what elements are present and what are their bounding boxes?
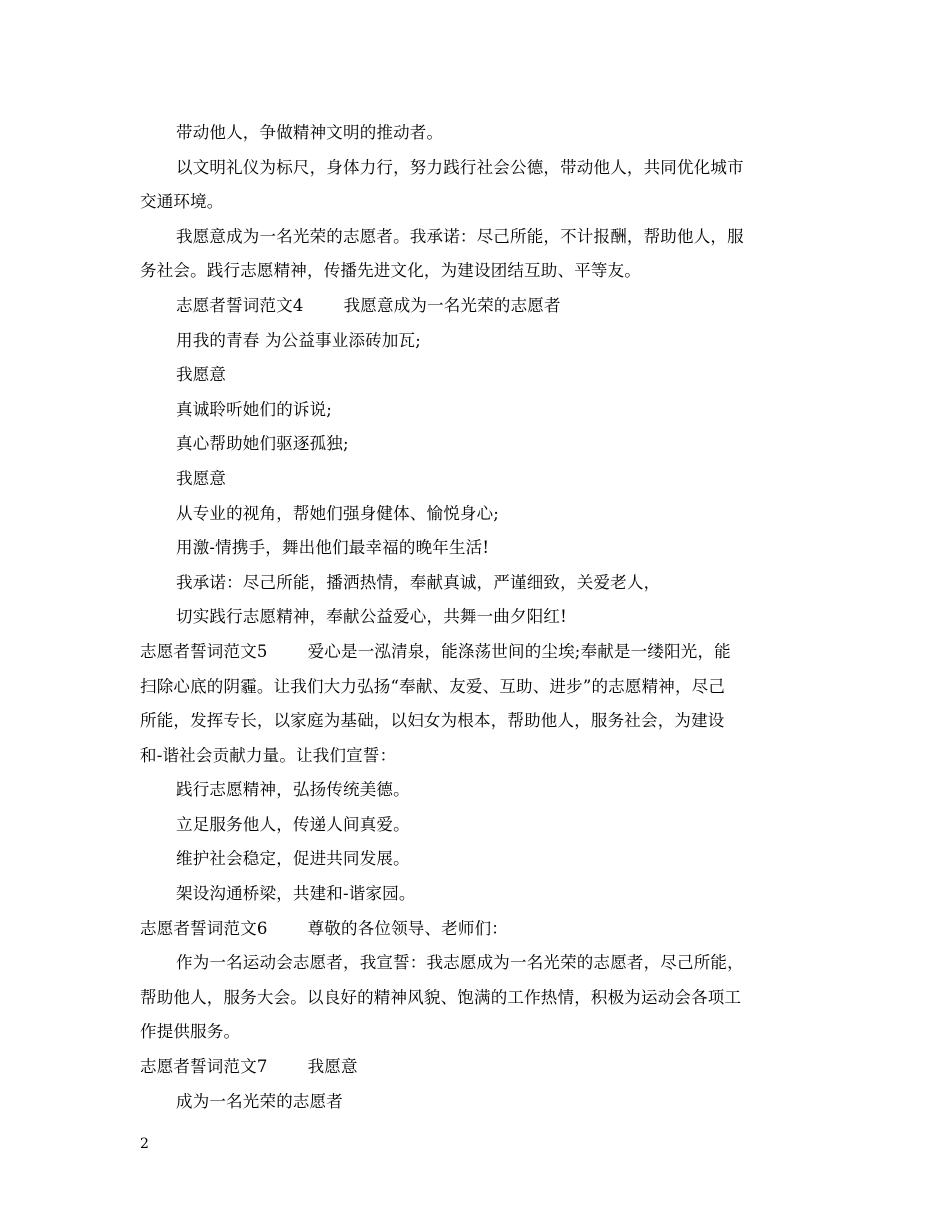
heading-text: 我愿意 bbox=[307, 1057, 358, 1077]
text-line: 我愿意 bbox=[176, 468, 227, 488]
heading-label: 志愿者誓词范文5 bbox=[140, 641, 268, 661]
text-line: 成为一名光荣的志愿者 bbox=[176, 1091, 343, 1111]
text-line: 用我的青春 为公益事业添砖加瓦; bbox=[176, 330, 422, 350]
heading-text: 我愿意成为一名光荣的志愿者 bbox=[343, 295, 561, 315]
heading-label: 志愿者誓词范文6 bbox=[140, 918, 268, 938]
text-line: 践行志愿精神，弘扬传统美德。 bbox=[176, 780, 410, 800]
section-heading bbox=[140, 1050, 812, 1085]
heading-label: 志愿者誓词范文7 bbox=[140, 1057, 268, 1077]
paragraph-line: 和-谐社会贡献力量。让我们宣誓： bbox=[140, 745, 397, 765]
text-line: 维护社会稳定，促进共同发展。 bbox=[176, 849, 410, 869]
text-line: 真诚聆听她们的诉说; bbox=[176, 399, 333, 419]
paragraph-line: 帮助他人，服务大会。以良好的精神风貌、饱满的工作热情，积极为运动会各项工 bbox=[140, 987, 742, 1007]
heading-text: 爱心是一泓清泉，能涤荡世间的尘埃;奉献是一缕阳光，能 bbox=[307, 641, 731, 661]
paragraph-line: 作为一名运动会志愿者，我宣誓：我志愿成为一名光荣的志愿者，尽己所能， bbox=[176, 953, 744, 973]
text-line: 立足服务他人，传递人间真爱。 bbox=[176, 814, 410, 834]
paragraph-line: 务社会。践行志愿精神，传播先进文化，为建设团结互助、平等友。 bbox=[140, 261, 641, 281]
heading-label: 志愿者誓词范文4 bbox=[176, 295, 304, 315]
text-line: 我承诺：尽己所能，播洒热情，奉献真诚，严谨细致，关爱老人， bbox=[176, 572, 661, 592]
paragraph-line: 交通环境。 bbox=[140, 192, 224, 212]
text-line: 真心帮助她们驱逐孤独; bbox=[176, 434, 349, 454]
text-line: 带动他人，争做精神文明的推动者。 bbox=[176, 123, 444, 142]
paragraph-line: 我愿意成为一名光荣的志愿者。我承诺：尽己所能，不计报酬，帮助他人，服 bbox=[176, 226, 744, 246]
document-body bbox=[140, 116, 812, 1119]
section-heading bbox=[140, 289, 812, 324]
text-line: 用激-情携手，舞出他们最幸福的晚年生活! bbox=[176, 538, 490, 558]
paragraph-line: 以文明礼仪为标尺，身体力行，努力践行社会公德，带动他人，共同优化城市 bbox=[176, 157, 744, 177]
heading-text: 尊敬的各位领导、老师们： bbox=[307, 918, 509, 938]
text-line: 从专业的视角，帮她们强身健体、愉悦身心; bbox=[176, 503, 500, 523]
text-line: 架设沟通桥梁，共建和-谐家园。 bbox=[176, 884, 416, 904]
section-heading bbox=[140, 912, 812, 947]
section-heading bbox=[140, 635, 812, 670]
page-number: 2 bbox=[140, 1136, 149, 1152]
paragraph-line: 扫除心底的阴霾。让我们大力弘扬“奉献、友爱、互助、进步”的志愿精神，尽己 bbox=[140, 676, 726, 696]
text-line: 切实践行志愿精神，奉献公益爱心，共舞一曲夕阳红! bbox=[176, 607, 567, 627]
paragraph-line: 作提供服务。 bbox=[140, 1022, 241, 1042]
text-line: 我愿意 bbox=[176, 365, 227, 385]
paragraph-line: 所能，发挥专长，以家庭为基础，以妇女为根本，帮助他人，服务社会，为建设 bbox=[140, 711, 725, 731]
